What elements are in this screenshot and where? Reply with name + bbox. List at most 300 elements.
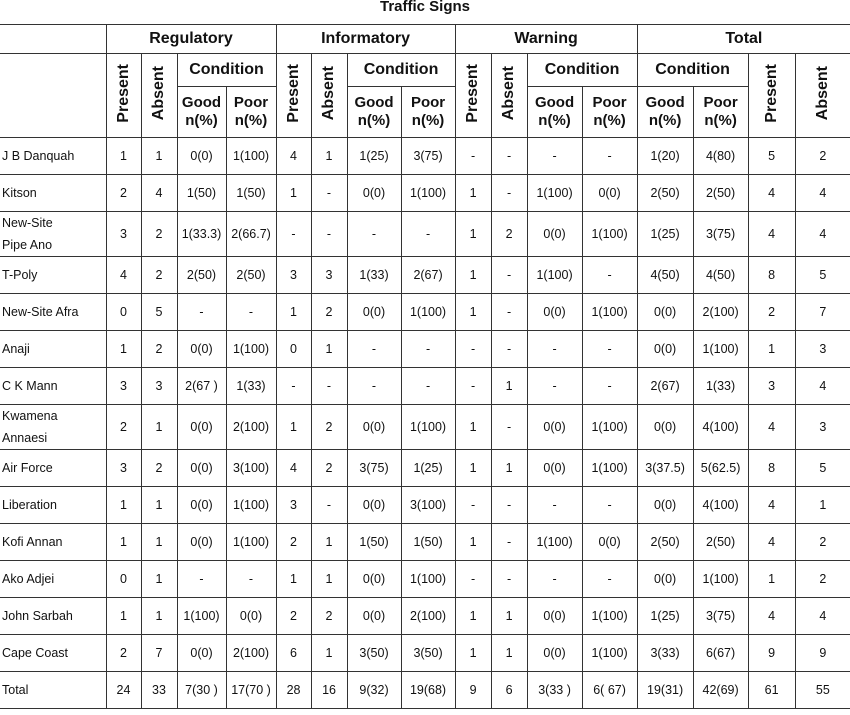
location-cell xyxy=(0,294,106,331)
value-cell: 3 xyxy=(795,405,850,450)
value-cell: 5 xyxy=(748,138,795,175)
value-cell: 0(0) xyxy=(177,524,226,561)
value-cell: 3(33 ) xyxy=(527,672,582,709)
corner-cell xyxy=(0,25,106,54)
value-cell: 1 xyxy=(106,598,141,635)
value-cell: - xyxy=(527,487,582,524)
value-cell: 2(50) xyxy=(693,524,748,561)
value-cell: 2(100) xyxy=(226,635,276,672)
value-cell: 1(50) xyxy=(177,175,226,212)
value-cell: - xyxy=(455,487,491,524)
value-cell: 1(50) xyxy=(401,524,455,561)
value-cell: 2 xyxy=(311,294,347,331)
value-cell: 1(100) xyxy=(401,405,455,450)
location-cell xyxy=(0,138,106,175)
value-cell: 1 xyxy=(106,138,141,175)
value-cell: 5 xyxy=(141,294,177,331)
value-cell: 28 xyxy=(276,672,311,709)
value-cell: 1 xyxy=(491,598,527,635)
value-cell: 1 xyxy=(455,257,491,294)
value-cell: 0 xyxy=(106,294,141,331)
value-cell: 4 xyxy=(141,175,177,212)
value-cell: 2 xyxy=(141,257,177,294)
value-cell: 0(0) xyxy=(347,598,401,635)
value-cell: - xyxy=(582,257,637,294)
table-row xyxy=(0,487,850,524)
value-cell: 1(100) xyxy=(582,598,637,635)
value-cell: 1 xyxy=(141,138,177,175)
value-cell: 0(0) xyxy=(177,487,226,524)
location-cell xyxy=(0,487,106,524)
value-cell: 2 xyxy=(276,524,311,561)
value-cell: 2(50) xyxy=(637,524,693,561)
value-cell: 2 xyxy=(795,561,850,598)
value-cell: 6(67) xyxy=(693,635,748,672)
value-cell: 3 xyxy=(141,368,177,405)
warning-good-header: Good n(%) xyxy=(527,87,582,138)
value-cell: 0(0) xyxy=(582,524,637,561)
regulatory-condition-header: Condition xyxy=(177,54,276,87)
value-cell: 6 xyxy=(491,672,527,709)
location-cell xyxy=(0,175,106,212)
value-cell: - xyxy=(311,212,347,257)
value-cell: 2 xyxy=(748,294,795,331)
value-cell: 1(25) xyxy=(401,450,455,487)
traffic-signs-table xyxy=(0,24,850,709)
value-cell: - xyxy=(177,294,226,331)
value-cell: 2(67) xyxy=(401,257,455,294)
value-cell: - xyxy=(491,561,527,598)
value-cell: 1(100) xyxy=(582,294,637,331)
value-cell: - xyxy=(582,138,637,175)
value-cell: 1 xyxy=(491,635,527,672)
value-cell: - xyxy=(347,368,401,405)
table-row xyxy=(0,294,850,331)
value-cell: 0(0) xyxy=(527,598,582,635)
value-cell: 1(100) xyxy=(527,175,582,212)
table-row xyxy=(0,405,850,450)
regulatory-poor-header: Poor n(%) xyxy=(226,87,276,138)
value-cell: - xyxy=(276,212,311,257)
value-cell: 0(0) xyxy=(177,405,226,450)
value-cell: 17(70 ) xyxy=(226,672,276,709)
location-cell xyxy=(0,257,106,294)
value-cell: 3(100) xyxy=(401,487,455,524)
value-cell: - xyxy=(527,368,582,405)
value-cell: 1 xyxy=(748,561,795,598)
value-cell: 1 xyxy=(455,405,491,450)
location-cell xyxy=(0,561,106,598)
value-cell: - xyxy=(491,175,527,212)
location-name: Kofi Annan xyxy=(2,535,63,549)
value-cell: - xyxy=(311,175,347,212)
value-cell: 3(33) xyxy=(637,635,693,672)
value-cell: 0(0) xyxy=(347,561,401,598)
table-row xyxy=(0,331,850,368)
value-cell: 4 xyxy=(748,524,795,561)
table-row xyxy=(0,450,850,487)
location-name: Pipe Ano xyxy=(2,238,53,252)
value-cell: 2 xyxy=(311,598,347,635)
value-cell: - xyxy=(347,331,401,368)
value-cell: 1(33) xyxy=(693,368,748,405)
value-cell: 1(100) xyxy=(582,212,637,257)
value-cell: 4 xyxy=(795,212,850,257)
value-cell: 1 xyxy=(141,524,177,561)
value-cell: 1(33.3) xyxy=(177,212,226,257)
value-cell: 0(0) xyxy=(177,450,226,487)
value-cell: 1 xyxy=(106,331,141,368)
value-cell: 3(50) xyxy=(347,635,401,672)
value-cell: 2(100) xyxy=(401,598,455,635)
value-cell: 2 xyxy=(795,524,850,561)
value-cell: 0(0) xyxy=(637,561,693,598)
value-cell: 0 xyxy=(276,331,311,368)
location-cell xyxy=(0,331,106,368)
value-cell: 1 xyxy=(276,294,311,331)
value-cell: 8 xyxy=(748,257,795,294)
informatory-absent-header: Absent xyxy=(311,54,347,138)
value-cell: - xyxy=(582,487,637,524)
value-cell: - xyxy=(455,138,491,175)
value-cell: 4 xyxy=(106,257,141,294)
value-cell: - xyxy=(401,212,455,257)
value-cell: 2(66.7) xyxy=(226,212,276,257)
value-cell: 2(67 ) xyxy=(177,368,226,405)
value-cell: 4(50) xyxy=(693,257,748,294)
value-cell: 2 xyxy=(141,450,177,487)
location-cell xyxy=(0,635,106,672)
value-cell: - xyxy=(276,368,311,405)
value-cell: 3(75) xyxy=(347,450,401,487)
value-cell: 1 xyxy=(455,212,491,257)
value-cell: 0(0) xyxy=(177,138,226,175)
value-cell: 5 xyxy=(795,257,850,294)
value-cell: - xyxy=(527,331,582,368)
value-cell: 2(100) xyxy=(226,405,276,450)
value-cell: - xyxy=(226,561,276,598)
value-cell: 2 xyxy=(106,405,141,450)
value-cell: 1(50) xyxy=(347,524,401,561)
value-cell: 2 xyxy=(491,212,527,257)
location-cell xyxy=(0,524,106,561)
value-cell: 7(30 ) xyxy=(177,672,226,709)
value-cell: 4 xyxy=(748,175,795,212)
value-cell: 42(69) xyxy=(693,672,748,709)
value-cell: 0(0) xyxy=(347,487,401,524)
value-cell: 4(50) xyxy=(637,257,693,294)
value-cell: 1 xyxy=(276,561,311,598)
table-row xyxy=(0,138,850,175)
value-cell: 6( 67) xyxy=(582,672,637,709)
value-cell: 1 xyxy=(311,524,347,561)
value-cell: 4 xyxy=(276,138,311,175)
value-cell: 0(0) xyxy=(582,175,637,212)
value-cell: 33 xyxy=(141,672,177,709)
value-cell: 3 xyxy=(106,212,141,257)
value-cell: - xyxy=(455,368,491,405)
location-name: Kitson xyxy=(2,186,37,200)
location-cell xyxy=(0,598,106,635)
value-cell: 1 xyxy=(106,524,141,561)
value-cell: 7 xyxy=(141,635,177,672)
group-header-regulatory: Regulatory xyxy=(106,25,276,54)
value-cell: 2(100) xyxy=(693,294,748,331)
regulatory-absent-header: Absent xyxy=(141,54,177,138)
value-cell: 3(100) xyxy=(226,450,276,487)
value-cell: 5 xyxy=(795,450,850,487)
value-cell: 3(50) xyxy=(401,635,455,672)
value-cell: 4 xyxy=(748,487,795,524)
value-cell: 1(100) xyxy=(582,635,637,672)
informatory-good-header: Good n(%) xyxy=(347,87,401,138)
value-cell: 9 xyxy=(795,635,850,672)
value-cell: 1(33) xyxy=(226,368,276,405)
value-cell: - xyxy=(401,368,455,405)
value-cell: 0(0) xyxy=(177,635,226,672)
value-cell: 1(25) xyxy=(637,598,693,635)
value-cell: - xyxy=(491,331,527,368)
location-name: Cape Coast xyxy=(2,646,69,660)
value-cell: 1 xyxy=(455,175,491,212)
value-cell: 0(0) xyxy=(347,175,401,212)
value-cell: 0(0) xyxy=(347,405,401,450)
warning-present-header: Present xyxy=(455,54,491,138)
value-cell: 4 xyxy=(748,598,795,635)
value-cell: 0(0) xyxy=(347,294,401,331)
value-cell: 3 xyxy=(311,257,347,294)
value-cell: 6 xyxy=(276,635,311,672)
value-cell: 1(100) xyxy=(226,331,276,368)
value-cell: 1 xyxy=(455,524,491,561)
value-cell: 0(0) xyxy=(527,635,582,672)
location-cell xyxy=(0,672,106,709)
value-cell: 1(100) xyxy=(693,561,748,598)
value-cell: 3 xyxy=(106,368,141,405)
table-row xyxy=(0,368,850,405)
value-cell: 2(50) xyxy=(177,257,226,294)
value-cell: 1 xyxy=(106,487,141,524)
value-cell: 1 xyxy=(311,138,347,175)
total-poor-header: Poor n(%) xyxy=(693,87,748,138)
table-row xyxy=(0,257,850,294)
location-cell xyxy=(0,212,106,257)
location-cell xyxy=(0,368,106,405)
group-header-total: Total xyxy=(637,25,850,54)
value-cell: - xyxy=(347,212,401,257)
value-cell: 4 xyxy=(795,175,850,212)
value-cell: 4 xyxy=(795,598,850,635)
value-cell: 2 xyxy=(311,405,347,450)
value-cell: - xyxy=(491,405,527,450)
value-cell: 1(100) xyxy=(527,524,582,561)
value-cell: 1 xyxy=(141,561,177,598)
warning-condition-header: Condition xyxy=(527,54,637,87)
value-cell: 0(0) xyxy=(637,294,693,331)
value-cell: 1 xyxy=(491,368,527,405)
value-cell: 3 xyxy=(748,368,795,405)
value-cell: 2(67) xyxy=(637,368,693,405)
value-cell: 4(80) xyxy=(693,138,748,175)
value-cell: 3(75) xyxy=(693,212,748,257)
value-cell: 1(100) xyxy=(401,175,455,212)
location-name: T-Poly xyxy=(2,268,38,282)
value-cell: - xyxy=(226,294,276,331)
value-cell: - xyxy=(455,561,491,598)
value-cell: - xyxy=(527,561,582,598)
location-name: Kwamena Annaesi xyxy=(2,409,58,445)
value-cell: 0(0) xyxy=(527,450,582,487)
value-cell: 9 xyxy=(455,672,491,709)
value-cell: - xyxy=(491,294,527,331)
value-cell: - xyxy=(582,561,637,598)
value-cell: 7 xyxy=(795,294,850,331)
table-row xyxy=(0,635,850,672)
value-cell: 0(0) xyxy=(177,331,226,368)
value-cell: - xyxy=(491,524,527,561)
value-cell: 0(0) xyxy=(637,331,693,368)
value-cell: 1 xyxy=(141,405,177,450)
value-cell: 4 xyxy=(795,368,850,405)
value-cell: 1(100) xyxy=(693,331,748,368)
value-cell: 19(31) xyxy=(637,672,693,709)
total-absent-header: Absent xyxy=(795,54,850,138)
value-cell: 1(50) xyxy=(226,175,276,212)
value-cell: 1(100) xyxy=(226,138,276,175)
value-cell: 1(100) xyxy=(401,294,455,331)
value-cell: 24 xyxy=(106,672,141,709)
value-cell: 19(68) xyxy=(401,672,455,709)
value-cell: 1(33) xyxy=(347,257,401,294)
value-cell: 3 xyxy=(276,257,311,294)
value-cell: 0(0) xyxy=(527,405,582,450)
location-header xyxy=(0,54,106,138)
table-row xyxy=(0,598,850,635)
value-cell: 4(100) xyxy=(693,405,748,450)
value-cell: 3(75) xyxy=(693,598,748,635)
value-cell: 4(100) xyxy=(693,487,748,524)
location-name: John Sarbah xyxy=(2,609,73,623)
value-cell: 1(100) xyxy=(177,598,226,635)
value-cell: 1 xyxy=(276,405,311,450)
value-cell: 1 xyxy=(311,331,347,368)
table-row xyxy=(0,524,850,561)
value-cell: 1 xyxy=(311,561,347,598)
value-cell: 2(50) xyxy=(226,257,276,294)
table-row xyxy=(0,212,850,257)
value-cell: 1(100) xyxy=(401,561,455,598)
regulatory-good-header: Good n(%) xyxy=(177,87,226,138)
value-cell: 16 xyxy=(311,672,347,709)
location-name: Air Force xyxy=(2,461,53,475)
location-name: Liberation xyxy=(2,498,57,512)
value-cell: 2 xyxy=(141,212,177,257)
value-cell: - xyxy=(491,257,527,294)
value-cell: 1(25) xyxy=(347,138,401,175)
value-cell: 2 xyxy=(141,331,177,368)
value-cell: 1(100) xyxy=(582,450,637,487)
value-cell: 1 xyxy=(455,635,491,672)
value-cell: 0(0) xyxy=(637,405,693,450)
value-cell: 2(50) xyxy=(637,175,693,212)
value-cell: 2 xyxy=(795,138,850,175)
value-cell: 1(100) xyxy=(527,257,582,294)
value-cell: - xyxy=(455,331,491,368)
value-cell: 4 xyxy=(748,405,795,450)
total-present-header: Present xyxy=(748,54,795,138)
table-body xyxy=(0,138,850,709)
value-cell: 1 xyxy=(455,598,491,635)
location-name: C K Mann xyxy=(2,379,58,393)
value-cell: 1(100) xyxy=(226,524,276,561)
value-cell: - xyxy=(311,487,347,524)
value-cell: 0(0) xyxy=(527,212,582,257)
value-cell: 1 xyxy=(141,487,177,524)
warning-poor-header: Poor n(%) xyxy=(582,87,637,138)
value-cell: 0(0) xyxy=(527,294,582,331)
value-cell: 1 xyxy=(491,450,527,487)
table-row xyxy=(0,175,850,212)
value-cell: - xyxy=(527,138,582,175)
value-cell: 3 xyxy=(795,331,850,368)
location-name: Anaji xyxy=(2,342,30,356)
location-name: Ako Adjei xyxy=(2,572,55,586)
value-cell: 3(37.5) xyxy=(637,450,693,487)
location-cell xyxy=(0,405,106,450)
value-cell: 1 xyxy=(311,635,347,672)
warning-absent-header: Absent xyxy=(491,54,527,138)
value-cell: 1(100) xyxy=(226,487,276,524)
value-cell: 3(75) xyxy=(401,138,455,175)
value-cell: - xyxy=(491,138,527,175)
value-cell: 0(0) xyxy=(637,487,693,524)
total-good-header: Good n(%) xyxy=(637,87,693,138)
table-row xyxy=(0,672,850,709)
value-cell: 1 xyxy=(748,331,795,368)
value-cell: 0(0) xyxy=(226,598,276,635)
value-cell: 2 xyxy=(106,635,141,672)
group-header-warning: Warning xyxy=(455,25,637,54)
location-name: New-Site Afra xyxy=(2,305,79,319)
value-cell: - xyxy=(582,368,637,405)
location-name: New-Site xyxy=(2,216,53,230)
value-cell: 2 xyxy=(106,175,141,212)
value-cell: 2 xyxy=(311,450,347,487)
value-cell: 5(62.5) xyxy=(693,450,748,487)
value-cell: 1 xyxy=(455,450,491,487)
group-header-informatory: Informatory xyxy=(276,25,455,54)
value-cell: 1 xyxy=(276,175,311,212)
value-cell: - xyxy=(311,368,347,405)
value-cell: 1(100) xyxy=(582,405,637,450)
value-cell: 1 xyxy=(795,487,850,524)
value-cell: 1(20) xyxy=(637,138,693,175)
value-cell: 1 xyxy=(455,294,491,331)
value-cell: 4 xyxy=(276,450,311,487)
value-cell: - xyxy=(582,331,637,368)
value-cell: 4 xyxy=(748,212,795,257)
table-title: Traffic Signs xyxy=(379,0,471,15)
informatory-poor-header: Poor n(%) xyxy=(401,87,455,138)
location-name: J B Danquah xyxy=(2,149,75,163)
value-cell: 9(32) xyxy=(347,672,401,709)
value-cell: 61 xyxy=(748,672,795,709)
value-cell: 3 xyxy=(276,487,311,524)
value-cell: - xyxy=(491,487,527,524)
value-cell: 9 xyxy=(748,635,795,672)
value-cell: 8 xyxy=(748,450,795,487)
value-cell: 1(25) xyxy=(637,212,693,257)
